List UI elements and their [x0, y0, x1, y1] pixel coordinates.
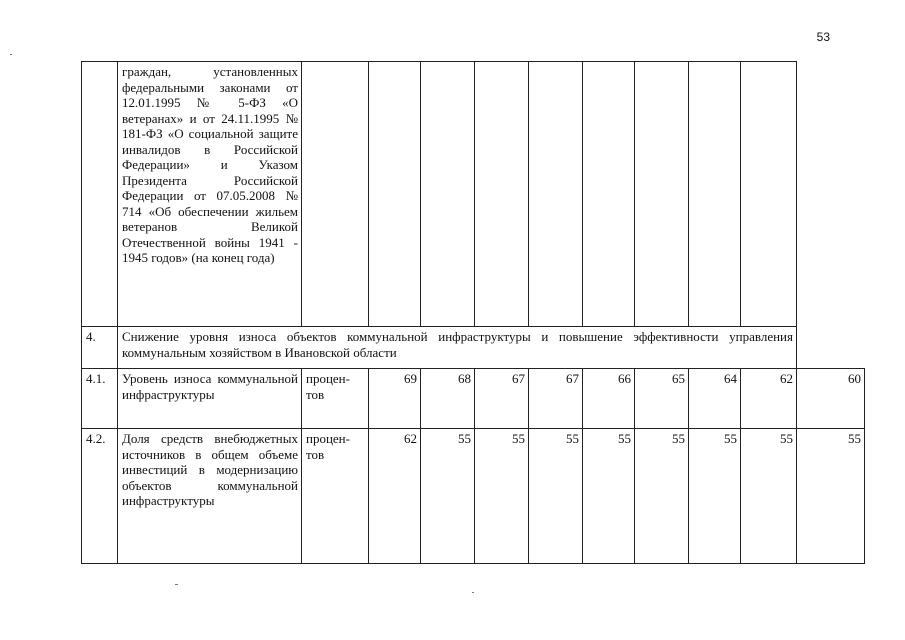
indicator-name-cell: Уровень износа коммунальной инфраструктуры: [118, 369, 302, 429]
indicator-name-cell: граждан, установленных федеральными законами от 12.01.1995 № 5-ФЗ «О ветеранах» и от 24.11.1995 № 181-ФЗ «О социальной защите инвалидов в Российской Федерации» и Указом Президента Российской Федерации от 07.05.2008 № 714 «Об обеспечении жильем ветеранов Великой Отечественной войны 1941 - 1945 годов» (на конец года): [118, 62, 302, 327]
scan-speck: [10, 54, 12, 55]
value-cell: 55: [797, 429, 865, 564]
section-title-cell: Снижение уровня износа объектов коммунальной инфраструктуры и повышение эффективности управления коммунальным хозяйством в Ивановской области: [118, 327, 797, 369]
scan-speck: [175, 584, 178, 585]
value-cell: 55: [741, 429, 797, 564]
value-cell: 66: [583, 369, 635, 429]
table-row-4-1: [82, 369, 865, 429]
row-number-cell: 4.: [82, 327, 118, 369]
indicators-table: [81, 61, 865, 564]
value-cell: 55: [635, 429, 689, 564]
value-cell: 68: [421, 369, 475, 429]
indicator-name-cell: Доля средств внебюджетных источников в общем объеме инвестиций в модернизацию объектов коммунальной инфраструктуры: [118, 429, 302, 564]
value-cell: [689, 62, 741, 327]
table-row-continuation: [82, 62, 865, 327]
table-row-4-2: [82, 429, 865, 564]
value-cell: 65: [635, 369, 689, 429]
page-number: 53: [816, 30, 830, 44]
unit-cell: [302, 62, 369, 327]
row-number-cell: [82, 62, 118, 327]
value-cell: 60: [797, 369, 865, 429]
value-cell: 67: [475, 369, 529, 429]
value-cell: 55: [689, 429, 741, 564]
value-cell: [529, 62, 583, 327]
value-cell: 55: [421, 429, 475, 564]
value-cell: [635, 62, 689, 327]
value-cell: 67: [529, 369, 583, 429]
unit-cell: процен-тов: [302, 369, 369, 429]
value-cell: 62: [369, 429, 421, 564]
unit-cell: процен-тов: [302, 429, 369, 564]
value-cell: [583, 62, 635, 327]
scan-speck: [472, 592, 474, 593]
value-cell: 69: [369, 369, 421, 429]
value-cell: 62: [741, 369, 797, 429]
value-cell: 55: [529, 429, 583, 564]
value-cell: [369, 62, 421, 327]
value-cell: [421, 62, 475, 327]
value-cell: 55: [475, 429, 529, 564]
row-number-cell: 4.2.: [82, 429, 118, 564]
value-cell: 64: [689, 369, 741, 429]
row-number-cell: 4.1.: [82, 369, 118, 429]
value-cell: [475, 62, 529, 327]
value-cell: 55: [583, 429, 635, 564]
table-row-section-4: [82, 327, 865, 369]
value-cell: [741, 62, 797, 327]
